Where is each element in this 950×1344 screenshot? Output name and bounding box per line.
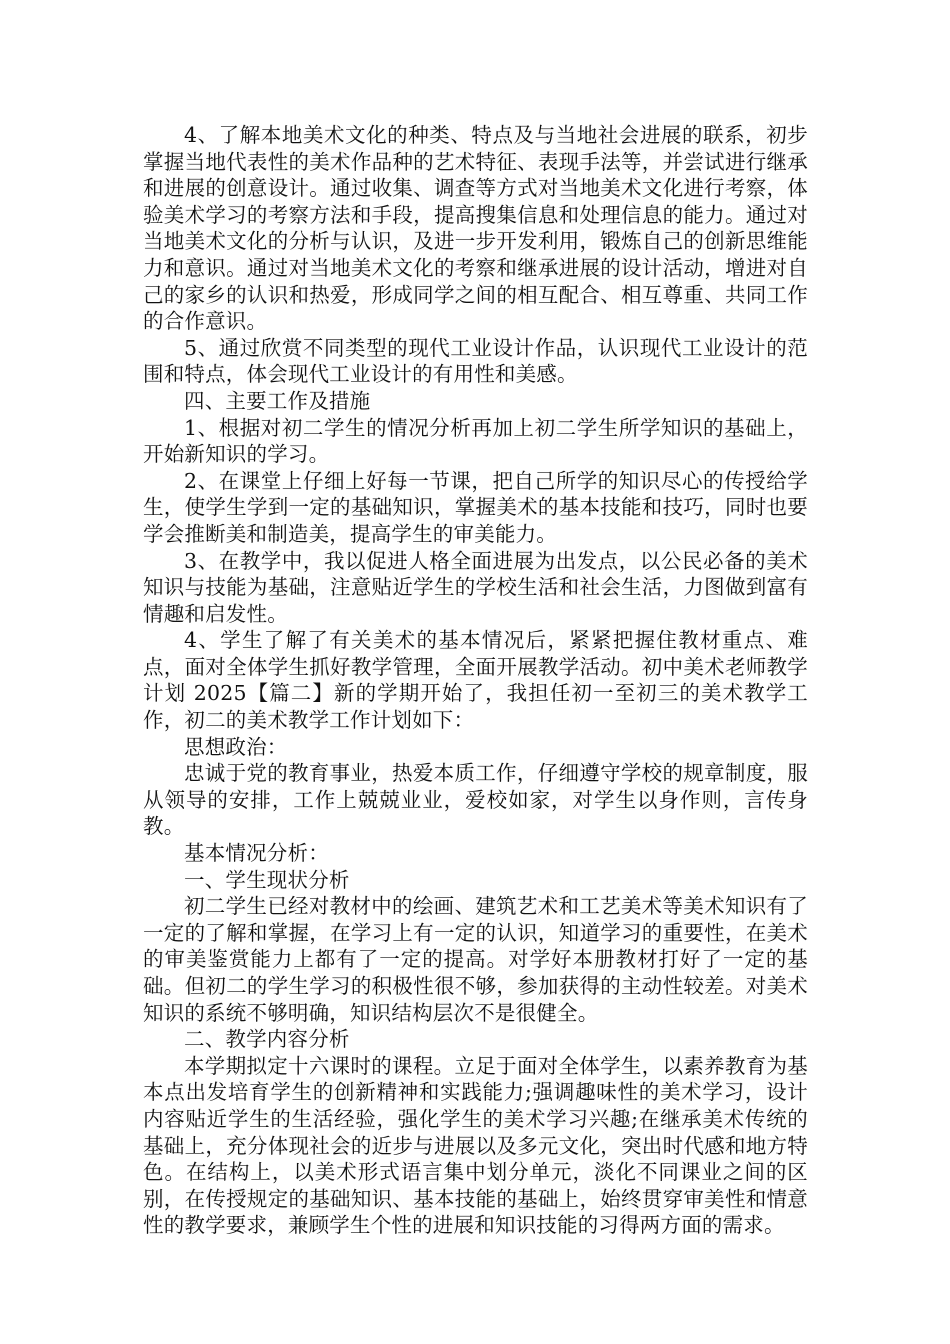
- section-heading-politics: 思想政治：: [184, 734, 288, 759]
- document-body: [143, 122, 808, 1239]
- paragraph-politics: 忠诚于党的教育事业，热爱本质工作，仔细遵守学校的规章制度，服从领导的安排，工作上兢兢业业，爱校如家，对学生以身作则，言传身教。: [143, 761, 808, 839]
- paragraph-student-status: 初二学生已经对教材中的绘画、建筑艺术和工艺美术等美术知识有了一定的了解和掌握，在学习上有一定的认识，知道学习的重要性，在美术的审美鉴赏能力上都有了一定的提高。对学好本册教材打好了一定的基础。但初二的学生学习的积极性很不够，参加获得的主动性较差。对美术知识的系统不够明确，知识结构层次不是很健全。: [143, 894, 808, 1025]
- section-heading-basic-analysis: 基本情况分析：: [184, 841, 329, 866]
- paragraph-measure-4: 4、学生了解了有关美术的基本情况后，紧紧把握住教材重点、难点，面对全体学生抓好教学管理，全面开展教学活动。初中美术老师教学计划 2025【篇二】新的学期开始了，我担任初一至初三的美术教学工作，初二的美术教学工作计划如下：: [143, 628, 808, 733]
- paragraph-measure-3: 3、在教学中，我以促进人格全面进展为出发点，以公民必备的美术知识与技能为基础，注意贴近学生的学校生活和社会生活，力图做到富有情趣和启发性。: [143, 548, 808, 626]
- section-heading-content-analysis: 二、教学内容分析: [184, 1027, 350, 1052]
- paragraph-content-analysis: 本学期拟定十六课时的课程。立足于面对全体学生，以素养教育为基本点出发培育学生的创新精神和实践能力;强调趣味性的美术学习，设计内容贴近学生的生活经验，强化学生的美术学习兴趣;在继承美术传统的基础上，充分体现社会的近步与进展以及多元文化，突出时代感和地方特色。在结构上，以美术形式语言集中划分单元，淡化不同课业之间的区别，在传授规定的基础知识、基本技能的基础上，始终贯穿审美性和情意性的教学要求，兼顾学生个性的进展和知识技能的习得两方面的需求。: [143, 1053, 808, 1238]
- paragraph-measure-2: 2、在课堂上仔细上好每一节课，把自己所学的知识尽心的传授给学生，使学生学到一定的基础知识，掌握美术的基本技能和技巧，同时也要学会推断美和制造美，提高学生的审美能力。: [143, 468, 808, 546]
- paragraph-item-5: 5、通过欣赏不同类型的现代工业设计作品，认识现代工业设计的范围和特点，体会现代工业设计的有用性和美感。: [143, 335, 808, 387]
- paragraph-item-4: 4、了解本地美术文化的种类、特点及与当地社会进展的联系，初步掌握当地代表性的美术作品种的艺术特征、表现手法等，并尝试进行继承和进展的创意设计。通过收集、调查等方式对当地美术文化进行考察，体验美术学习的考察方法和手段，提高搜集信息和处理信息的能力。通过对当地美术文化的分析与认识，及进一步开发利用，锻炼自己的创新思维能力和意识。通过对当地美术文化的考察和继承进展的设计活动，增进对自己的家乡的认识和热爱，形成同学之间的相互配合、相互尊重、共同工作的合作意识。: [143, 123, 808, 334]
- section-heading-main-work: 四、主要工作及措施: [184, 388, 371, 413]
- paragraph-measure-1: 1、根据对初二学生的情况分析再加上初二学生所学知识的基础上，开始新知识的学习。: [143, 415, 808, 467]
- section-heading-student-status: 一、学生现状分析: [184, 867, 350, 892]
